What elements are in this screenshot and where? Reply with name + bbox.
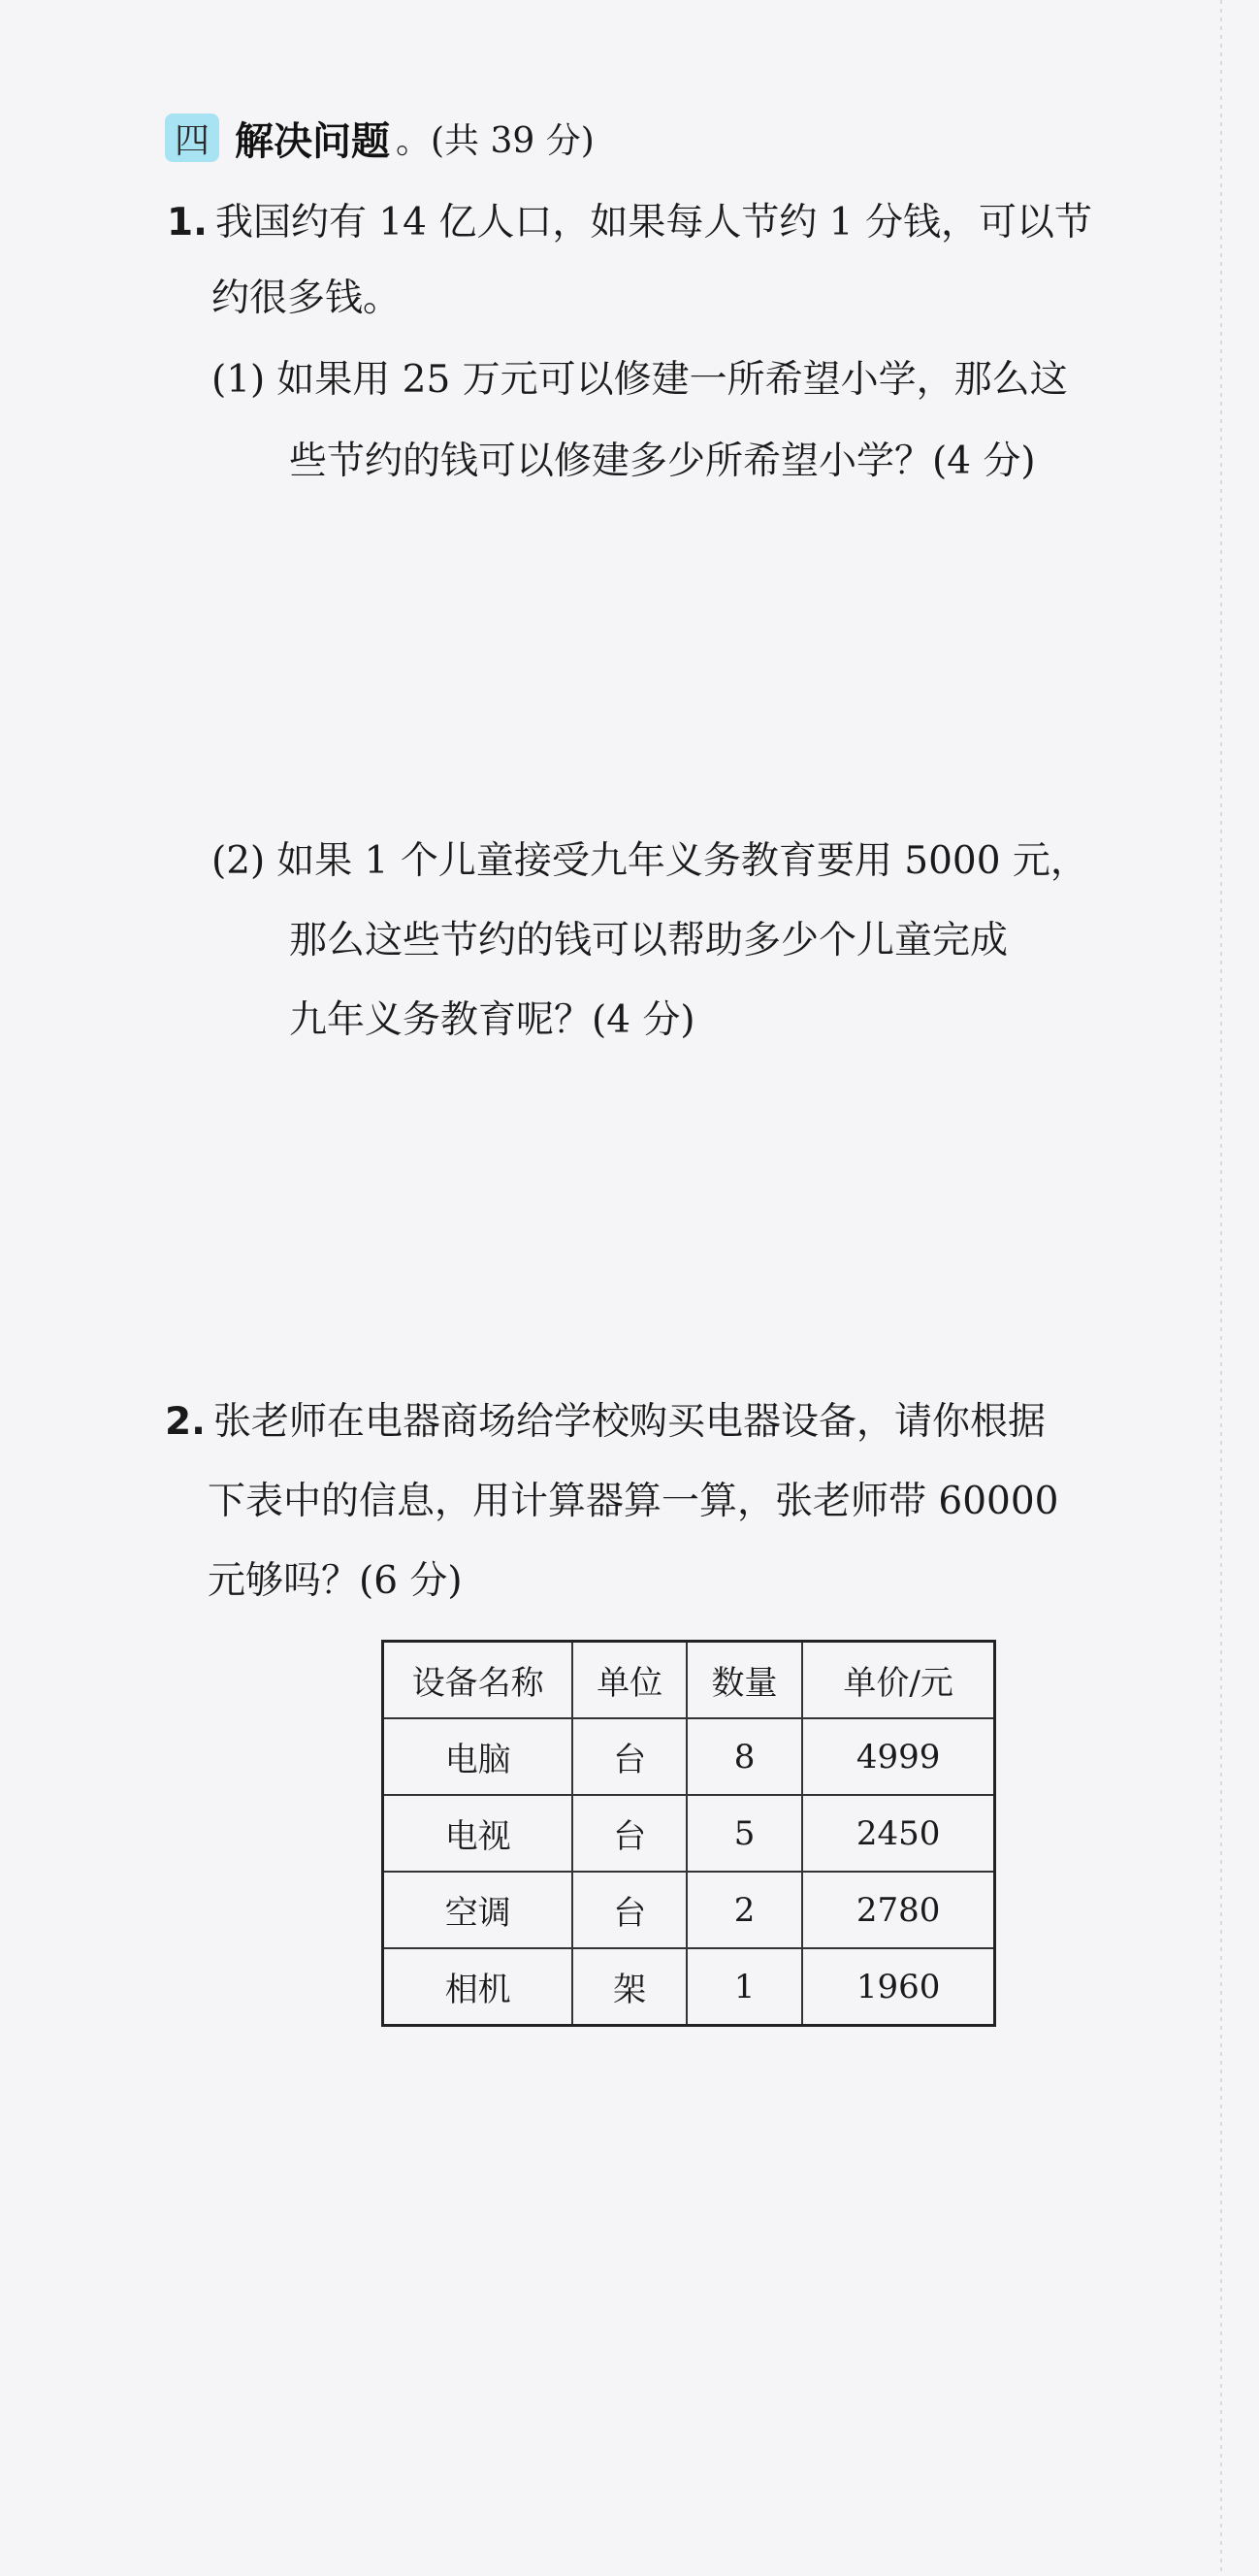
q2-line-1 [165,1393,1046,1451]
q2-line-3: 元够吗？(6 分) [208,1559,463,1603]
cell-quantity: 5 [687,1795,802,1872]
section-number-badge: 四 [165,114,219,162]
cell-unit: 台 [572,1872,686,1948]
cell-price: 2780 [802,1872,994,1948]
cell-price: 4999 [802,1718,994,1795]
q2-number: 2. [165,1400,206,1444]
cell-quantity: 8 [687,1718,802,1795]
page-edge-divider [1220,0,1222,2576]
header-unit: 单位 [572,1642,686,1719]
section-header [165,109,595,167]
cell-quantity: 2 [687,1872,802,1948]
cell-name: 相机 [383,1948,573,2026]
header-quantity: 数量 [687,1642,802,1719]
q1-sub1-line-1 [211,351,1068,409]
table-header-row [383,1642,995,1719]
cell-name: 空调 [383,1872,573,1948]
cell-quantity: 1 [687,1948,802,2026]
q1-line-1 [167,194,1092,252]
table-row [383,1948,995,2026]
cell-price: 1960 [802,1948,994,2026]
q1-sub2-number: (2) [211,839,266,883]
q1-sub2-line-2: 那么这些节约的钱可以帮助多少个儿童完成 [289,919,1009,962]
q2-line-2: 下表中的信息，用计算器算一算，张老师带 60000 [208,1480,1059,1523]
q1-sub1-number: (1) [211,358,266,402]
q1-sub2-line-3: 九年义务教育呢？(4 分) [289,998,695,1042]
equipment-table [381,1640,996,2027]
table-row [383,1718,995,1795]
section-score-note: 。(共 39 分) [396,120,595,161]
q2-text-1: 张老师在电器商场给学校购买电器设备，请你根据 [212,1400,1046,1444]
q1-number: 1. [167,201,208,245]
q1-sub1-text-1: 如果用 25 万元可以修建一所希望小学，那么这 [276,358,1068,402]
q1-text-1: 我国约有 14 亿人口，如果每人节约 1 分钱，可以节 [214,201,1092,245]
table-row [383,1795,995,1872]
table-row [383,1872,995,1948]
header-equipment-name: 设备名称 [383,1642,573,1719]
cell-name: 电脑 [383,1718,573,1795]
q1-sub2-text-1: 如果 1 个儿童接受九年义务教育要用 5000 元， [276,839,1088,883]
q1-line-2: 约很多钱。 [211,277,402,320]
q1-sub2-line-1 [211,832,1088,891]
cell-unit: 台 [572,1795,686,1872]
header-unit-price: 单价/元 [802,1642,994,1719]
q1-sub1-line-2: 些节约的钱可以修建多少所希望小学？(4 分) [289,440,1036,483]
cell-price: 2450 [802,1795,994,1872]
section-title: 解决问题 [235,118,390,164]
cell-unit: 台 [572,1718,686,1795]
cell-name: 电视 [383,1795,573,1872]
cell-unit: 架 [572,1948,686,2026]
